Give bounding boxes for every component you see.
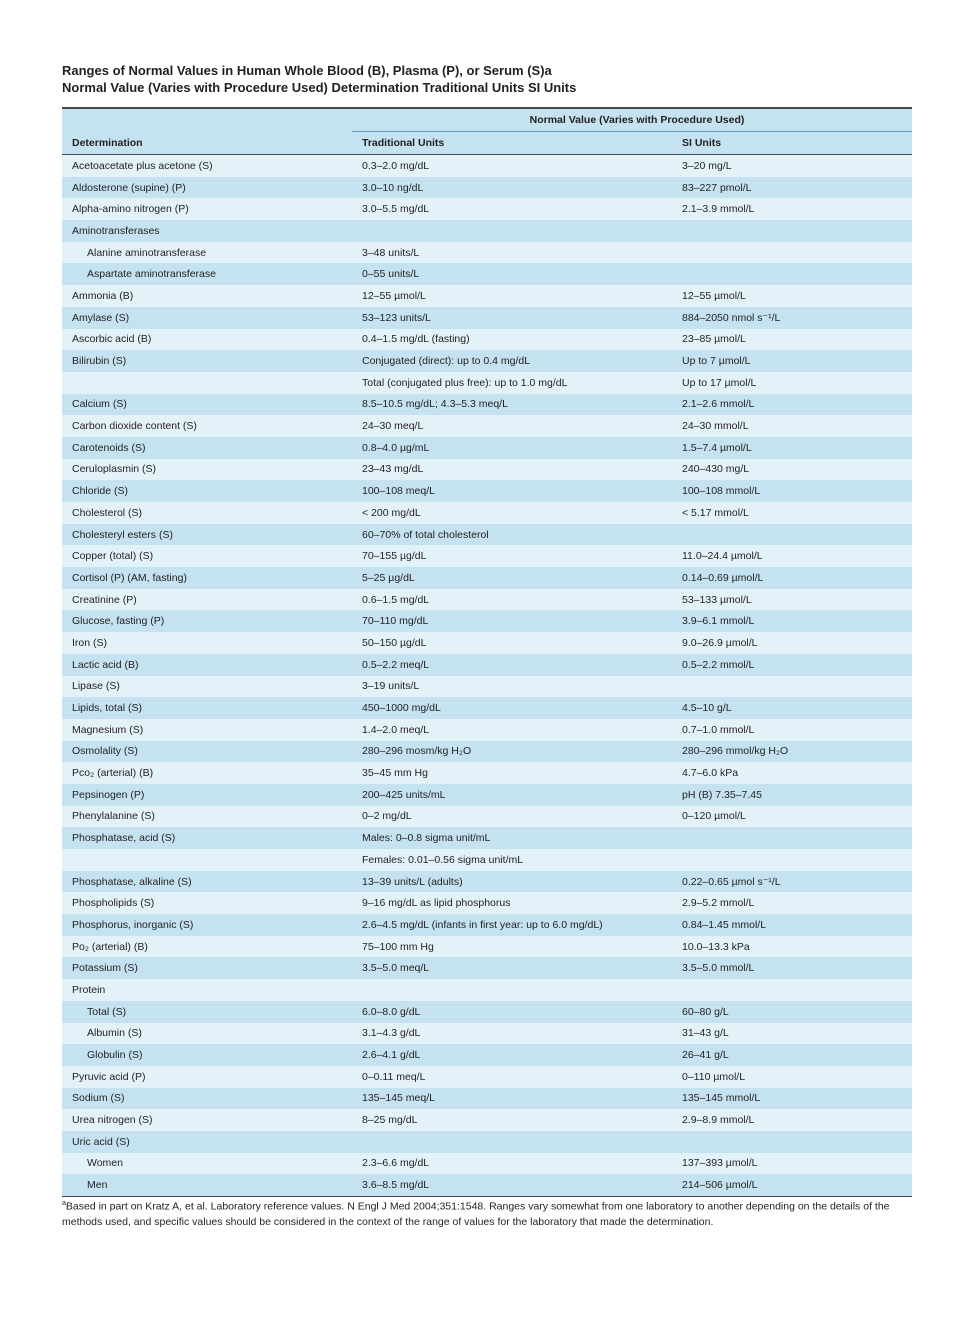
cell-determination: Calcium (S)	[62, 394, 352, 416]
cell-traditional-units: 3.0–5.5 mg/dL	[352, 198, 672, 220]
table-row	[62, 220, 912, 242]
reference-values-table	[62, 109, 912, 1197]
cell-si-units: 0.84–1.45 mmol/L	[672, 914, 912, 936]
cell-si-units: 0.7–1.0 mmol/L	[672, 719, 912, 741]
table-row	[62, 979, 912, 1001]
footnote-mark: a	[62, 1200, 66, 1207]
cell-traditional-units: Males: 0–0.8 sigma unit/mL	[352, 827, 672, 849]
cell-traditional-units: 2.3–6.6 mg/dL	[352, 1153, 672, 1175]
title-block	[62, 62, 912, 96]
cell-determination: Magnesium (S)	[62, 719, 352, 741]
cell-determination: Iron (S)	[62, 632, 352, 654]
cell-determination: Ceruloplasmin (S)	[62, 459, 352, 481]
group-header: Normal Value (Varies with Procedure Used)	[352, 109, 912, 132]
cell-determination: Aldosterone (supine) (P)	[62, 177, 352, 199]
table-row	[62, 1174, 912, 1196]
cell-determination: Carbon dioxide content (S)	[62, 415, 352, 437]
cell-traditional-units: 3–19 units/L	[352, 676, 672, 698]
cell-si-units	[672, 827, 912, 849]
cell-determination: Cholesterol (S)	[62, 502, 352, 524]
cell-traditional-units: 0–2 mg/dL	[352, 806, 672, 828]
cell-determination: Urea nitrogen (S)	[62, 1109, 352, 1131]
cell-determination: Amylase (S)	[62, 307, 352, 329]
table-row	[62, 459, 912, 481]
table-row	[62, 827, 912, 849]
cell-si-units: 2.9–8.9 mmol/L	[672, 1109, 912, 1131]
cell-traditional-units: 1.4–2.0 meq/L	[352, 719, 672, 741]
cell-si-units: 24–30 mmol/L	[672, 415, 912, 437]
cell-si-units: 10.0–13.3 kPa	[672, 936, 912, 958]
cell-si-units: 12–55 µmol/L	[672, 285, 912, 307]
column-header-determination: Determination	[62, 132, 352, 155]
cell-si-units: 135–145 mmol/L	[672, 1088, 912, 1110]
table-row	[62, 1088, 912, 1110]
cell-si-units: 2.1–2.6 mmol/L	[672, 394, 912, 416]
cell-determination: Total (S)	[62, 1001, 352, 1023]
table-row	[62, 263, 912, 285]
cell-determination: Phenylalanine (S)	[62, 806, 352, 828]
cell-si-units: 240–430 mg/L	[672, 459, 912, 481]
table-row	[62, 762, 912, 784]
cell-determination: Pyruvic acid (P)	[62, 1066, 352, 1088]
table-row	[62, 1044, 912, 1066]
table-row	[62, 676, 912, 698]
cell-determination: Potassium (S)	[62, 957, 352, 979]
cell-si-units	[672, 220, 912, 242]
cell-traditional-units: 0–0.11 meq/L	[352, 1066, 672, 1088]
cell-si-units: pH (B) 7.35–7.45	[672, 784, 912, 806]
table-row	[62, 914, 912, 936]
cell-traditional-units	[352, 220, 672, 242]
cell-determination: Phospholipids (S)	[62, 892, 352, 914]
cell-determination: Po₂ (arterial) (B)	[62, 936, 352, 958]
cell-determination: Bilirubin (S)	[62, 350, 352, 372]
table-row	[62, 198, 912, 220]
table-row	[62, 567, 912, 589]
cell-si-units	[672, 263, 912, 285]
group-header-row	[62, 109, 912, 132]
cell-si-units: 60–80 g/L	[672, 1001, 912, 1023]
cell-determination: Women	[62, 1153, 352, 1175]
cell-traditional-units: 450–1000 mg/dL	[352, 697, 672, 719]
cell-traditional-units: 200–425 units/mL	[352, 784, 672, 806]
cell-traditional-units: 24–30 meq/L	[352, 415, 672, 437]
table-row	[62, 871, 912, 893]
table-row	[62, 1066, 912, 1088]
cell-determination: Lipase (S)	[62, 676, 352, 698]
cell-traditional-units: Females: 0.01–0.56 sigma unit/mL	[352, 849, 672, 871]
cell-si-units: 11.0–24.4 µmol/L	[672, 545, 912, 567]
cell-determination	[62, 849, 352, 871]
cell-traditional-units: 8–25 mg/dL	[352, 1109, 672, 1131]
cell-determination: Alpha-amino nitrogen (P)	[62, 198, 352, 220]
table-row	[62, 285, 912, 307]
table-row	[62, 350, 912, 372]
table-row	[62, 784, 912, 806]
cell-determination: Globulin (S)	[62, 1044, 352, 1066]
table-row	[62, 741, 912, 763]
table-row	[62, 1001, 912, 1023]
cell-traditional-units: 3.6–8.5 mg/dL	[352, 1174, 672, 1196]
cell-si-units: 137–393 µmol/L	[672, 1153, 912, 1175]
cell-si-units: 2.9–5.2 mmol/L	[672, 892, 912, 914]
cell-determination: Creatinine (P)	[62, 589, 352, 611]
cell-traditional-units: 0–55 units/L	[352, 263, 672, 285]
table-row	[62, 892, 912, 914]
cell-si-units: 83–227 pmol/L	[672, 177, 912, 199]
cell-traditional-units: 0.6–1.5 mg/dL	[352, 589, 672, 611]
cell-determination: Ascorbic acid (B)	[62, 329, 352, 351]
table-row	[62, 394, 912, 416]
cell-determination: Uric acid (S)	[62, 1131, 352, 1153]
cell-si-units: 0.22–0.65 µmol s⁻¹/L	[672, 871, 912, 893]
cell-si-units: 3.5–5.0 mmol/L	[672, 957, 912, 979]
cell-traditional-units: 8.5–10.5 mg/dL; 4.3–5.3 meq/L	[352, 394, 672, 416]
cell-determination: Ammonia (B)	[62, 285, 352, 307]
cell-determination: Alanine aminotransferase	[62, 242, 352, 264]
cell-traditional-units: 3.5–5.0 meq/L	[352, 957, 672, 979]
cell-traditional-units: 23–43 mg/dL	[352, 459, 672, 481]
cell-traditional-units: 0.4–1.5 mg/dL (fasting)	[352, 329, 672, 351]
cell-traditional-units: 75–100 mm Hg	[352, 936, 672, 958]
cell-si-units: 0.14–0.69 µmol/L	[672, 567, 912, 589]
table-row	[62, 372, 912, 394]
cell-determination: Sodium (S)	[62, 1088, 352, 1110]
cell-traditional-units: 70–110 mg/dL	[352, 610, 672, 632]
cell-traditional-units: 3.1–4.3 g/dL	[352, 1023, 672, 1045]
table-row	[62, 1023, 912, 1045]
cell-determination: Chloride (S)	[62, 480, 352, 502]
cell-traditional-units: 70–155 µg/dL	[352, 545, 672, 567]
cell-determination: Phosphatase, acid (S)	[62, 827, 352, 849]
table-row	[62, 307, 912, 329]
cell-si-units	[672, 979, 912, 1001]
cell-si-units: 3.9–6.1 mmol/L	[672, 610, 912, 632]
table-row	[62, 177, 912, 199]
table-subtitle: Normal Value (Varies with Procedure Used) Determination Traditional Units SI Units	[62, 80, 577, 95]
table-row	[62, 654, 912, 676]
cell-traditional-units: < 200 mg/dL	[352, 502, 672, 524]
cell-si-units: Up to 17 µmol/L	[672, 372, 912, 394]
table-row	[62, 849, 912, 871]
cell-si-units: 214–506 µmol/L	[672, 1174, 912, 1196]
cell-traditional-units: 50–150 µg/dL	[352, 632, 672, 654]
cell-traditional-units: 280–296 mosm/kg H₂O	[352, 741, 672, 763]
cell-si-units: 0.5–2.2 mmol/L	[672, 654, 912, 676]
cell-traditional-units: 12–55 µmol/L	[352, 285, 672, 307]
cell-si-units: 26–41 g/L	[672, 1044, 912, 1066]
cell-determination: Acetoacetate plus acetone (S)	[62, 155, 352, 177]
cell-traditional-units	[352, 1131, 672, 1153]
table-row	[62, 524, 912, 546]
cell-traditional-units: 100–108 meq/L	[352, 480, 672, 502]
cell-traditional-units: 60–70% of total cholesterol	[352, 524, 672, 546]
cell-si-units	[672, 242, 912, 264]
footnote-text: Based in part on Kratz A, et al. Laboratory reference values. N Engl J Med 2004;351:1548. Ranges vary somewhat from one laboratory to another depending on the details of the methods used, and specific values should be considered in the context of the range of values for the laboratory that made the determination.	[62, 1200, 890, 1228]
cell-si-units: 100–108 mmol/L	[672, 480, 912, 502]
cell-si-units: 3–20 mg/L	[672, 155, 912, 177]
table-row	[62, 957, 912, 979]
cell-si-units: 4.5–10 g/L	[672, 697, 912, 719]
table-row	[62, 545, 912, 567]
cell-traditional-units	[352, 979, 672, 1001]
cell-determination: Aminotransferases	[62, 220, 352, 242]
cell-traditional-units: 0.8–4.0 µg/mL	[352, 437, 672, 459]
cell-si-units: 23–85 µmol/L	[672, 329, 912, 351]
cell-si-units	[672, 1131, 912, 1153]
cell-traditional-units: 2.6–4.5 mg/dL (infants in first year: up to 6.0 mg/dL)	[352, 914, 672, 936]
table-row	[62, 1131, 912, 1153]
cell-determination: Copper (total) (S)	[62, 545, 352, 567]
cell-traditional-units: 53–123 units/L	[352, 307, 672, 329]
cell-determination: Albumin (S)	[62, 1023, 352, 1045]
table-row	[62, 480, 912, 502]
cell-determination: Pco₂ (arterial) (B)	[62, 762, 352, 784]
table-row	[62, 936, 912, 958]
table-row	[62, 610, 912, 632]
cell-si-units: Up to 7 µmol/L	[672, 350, 912, 372]
cell-determination	[62, 372, 352, 394]
table-row	[62, 632, 912, 654]
table-row	[62, 806, 912, 828]
footnote	[62, 1196, 912, 1230]
cell-traditional-units: 2.6–4.1 g/dL	[352, 1044, 672, 1066]
table-row	[62, 415, 912, 437]
cell-si-units: < 5.17 mmol/L	[672, 502, 912, 524]
table-row	[62, 329, 912, 351]
table-row	[62, 437, 912, 459]
cell-traditional-units: 6.0–8.0 g/dL	[352, 1001, 672, 1023]
cell-determination: Osmolality (S)	[62, 741, 352, 763]
cell-determination: Aspartate aminotransferase	[62, 263, 352, 285]
table-row	[62, 1153, 912, 1175]
cell-traditional-units: 35–45 mm Hg	[352, 762, 672, 784]
column-header-row	[62, 132, 912, 155]
cell-determination: Glucose, fasting (P)	[62, 610, 352, 632]
cell-si-units: 31–43 g/L	[672, 1023, 912, 1045]
cell-traditional-units: 3–48 units/L	[352, 242, 672, 264]
table-row	[62, 589, 912, 611]
cell-traditional-units: Total (conjugated plus free): up to 1.0 mg/dL	[352, 372, 672, 394]
column-header-traditional-units: Traditional Units	[352, 132, 672, 155]
group-header-spacer	[62, 109, 352, 132]
table-row	[62, 719, 912, 741]
cell-determination: Phosphorus, inorganic (S)	[62, 914, 352, 936]
cell-determination: Men	[62, 1174, 352, 1196]
cell-determination: Protein	[62, 979, 352, 1001]
reference-table-container	[62, 107, 912, 1197]
cell-si-units: 0–110 µmol/L	[672, 1066, 912, 1088]
cell-determination: Phosphatase, alkaline (S)	[62, 871, 352, 893]
cell-determination: Cortisol (P) (AM, fasting)	[62, 567, 352, 589]
table-row	[62, 1109, 912, 1131]
cell-si-units: 884–2050 nmol s⁻¹/L	[672, 307, 912, 329]
cell-traditional-units: 9–16 mg/dL as lipid phosphorus	[352, 892, 672, 914]
cell-determination: Lipids, total (S)	[62, 697, 352, 719]
table-row	[62, 155, 912, 177]
cell-si-units: 1.5–7.4 µmol/L	[672, 437, 912, 459]
cell-traditional-units: 5–25 µg/dL	[352, 567, 672, 589]
cell-traditional-units: Conjugated (direct): up to 0.4 mg/dL	[352, 350, 672, 372]
table-row	[62, 502, 912, 524]
cell-si-units: 0–120 µmol/L	[672, 806, 912, 828]
cell-determination: Carotenoids (S)	[62, 437, 352, 459]
table-title: Ranges of Normal Values in Human Whole Blood (B), Plasma (P), or Serum (S)a	[62, 63, 552, 78]
cell-si-units: 9.0–26.9 µmol/L	[672, 632, 912, 654]
table-body	[62, 155, 912, 1197]
cell-determination: Lactic acid (B)	[62, 654, 352, 676]
cell-si-units	[672, 849, 912, 871]
cell-si-units: 53–133 µmol/L	[672, 589, 912, 611]
cell-traditional-units: 0.5–2.2 meq/L	[352, 654, 672, 676]
cell-si-units: 2.1–3.9 mmol/L	[672, 198, 912, 220]
cell-determination: Cholesteryl esters (S)	[62, 524, 352, 546]
cell-traditional-units: 13–39 units/L (adults)	[352, 871, 672, 893]
cell-si-units	[672, 676, 912, 698]
cell-traditional-units: 0.3–2.0 mg/dL	[352, 155, 672, 177]
cell-si-units: 280–296 mmol/kg H₂O	[672, 741, 912, 763]
cell-si-units: 4.7–6.0 kPa	[672, 762, 912, 784]
cell-si-units	[672, 524, 912, 546]
table-row	[62, 242, 912, 264]
cell-traditional-units: 3.0–10 ng/dL	[352, 177, 672, 199]
table-row	[62, 697, 912, 719]
column-header-si-units: SI Units	[672, 132, 912, 155]
cell-traditional-units: 135–145 meq/L	[352, 1088, 672, 1110]
cell-determination: Pepsinogen (P)	[62, 784, 352, 806]
